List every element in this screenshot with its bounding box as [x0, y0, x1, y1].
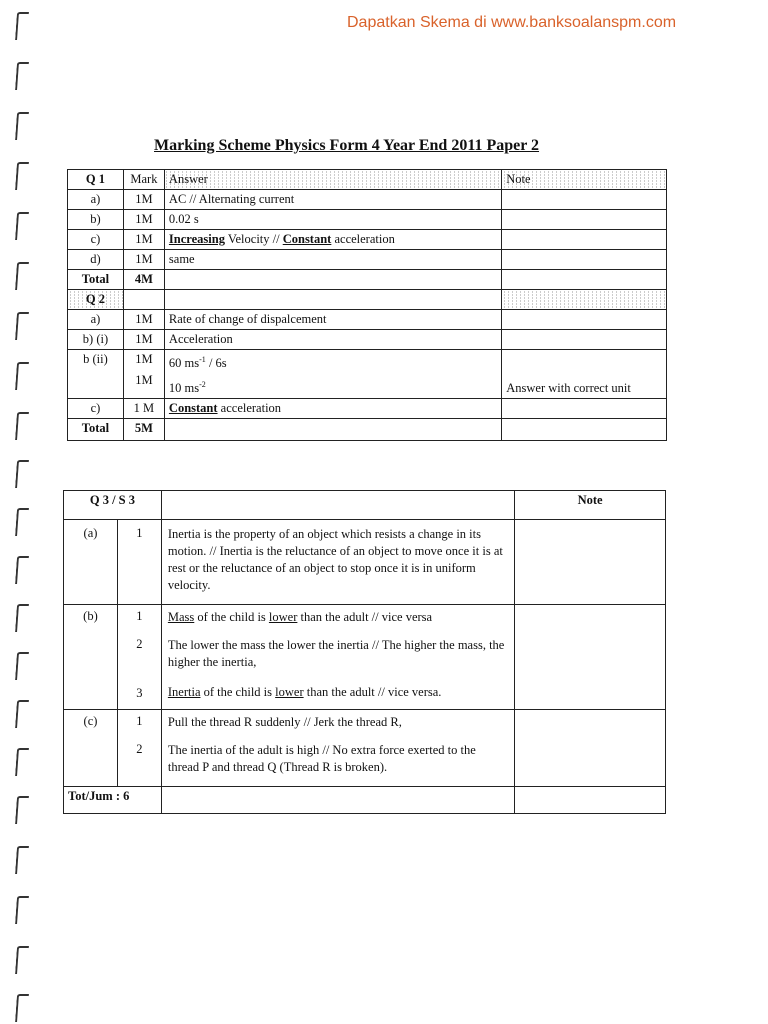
- mark-cell: 1M: [123, 310, 164, 330]
- answer-text: of the child is: [200, 685, 276, 699]
- q3-marking-table: [63, 490, 666, 814]
- mark-cell: 1M: [123, 230, 164, 250]
- q1-q2-marking-table: [67, 169, 667, 441]
- q-cell: (a): [64, 520, 118, 605]
- note-cell: [502, 399, 667, 419]
- note-cell: [502, 190, 667, 210]
- table-row: [68, 330, 667, 350]
- mark-cell: [123, 350, 164, 399]
- unit-exponent: -1: [199, 355, 206, 364]
- answer-text: of the child is: [194, 610, 269, 624]
- q-header: Q 1: [68, 170, 124, 190]
- note-header: Note: [515, 491, 666, 520]
- answer-cell: [164, 270, 501, 290]
- answer-cell: [164, 419, 501, 441]
- answer-cell: [164, 290, 501, 310]
- answer-line: Pull the thread R suddenly // Jerk the thread R,: [167, 715, 402, 729]
- mark-value: 1: [136, 714, 143, 728]
- mark-cell: 1M: [123, 210, 164, 230]
- answer-line: The inertia of the adult is high // No extra force exerted to the thread P and thread Q (Thread R is broken).: [167, 743, 476, 774]
- mark-cell: 1M: [123, 190, 164, 210]
- total-mark: 5M: [123, 419, 164, 441]
- note-cell: [515, 520, 666, 605]
- table-row: [64, 520, 666, 605]
- answer-text: acceleration: [331, 232, 395, 246]
- mark-value: 3: [136, 686, 143, 700]
- answer-text: / 6s: [205, 356, 227, 371]
- table-row: [64, 710, 666, 787]
- answer-cell: 0.02 s: [164, 210, 501, 230]
- mark-value: 1M: [135, 373, 153, 387]
- keyword-constant: Constant: [168, 401, 218, 416]
- keyword-lower: lower: [275, 685, 304, 699]
- answer-line: [168, 684, 508, 701]
- answer-cell: [161, 605, 514, 710]
- answer-cell: Inertia is the property of an object which resists a change in its motion. // Inertia is the reluctance of an object to move once it is at rest or the reluctance of an object to stop once it is in uniform velocity.: [161, 520, 514, 605]
- answer-header: Answer: [164, 170, 501, 190]
- total-label: Total: [68, 419, 124, 441]
- note-header: Note: [502, 170, 667, 190]
- note-cell: [502, 330, 667, 350]
- answer-line: [169, 377, 497, 396]
- mark-value: 1M: [135, 352, 153, 366]
- q-cell: b) (i): [68, 330, 124, 350]
- keyword-mass: Mass: [167, 610, 195, 624]
- total-label: Tot/Jum : 6: [64, 787, 162, 814]
- table-row: [68, 310, 667, 330]
- unit-exponent: -2: [199, 380, 206, 390]
- answer-cell: [161, 710, 514, 787]
- answer-cell: [161, 787, 514, 814]
- mark-cell: 1M: [123, 250, 164, 270]
- q2-label: Q 2: [68, 290, 124, 310]
- mark-cell: 1M: [123, 330, 164, 350]
- mark-cell: [123, 290, 164, 310]
- answer-header: [161, 491, 514, 520]
- answer-cell: same: [164, 250, 501, 270]
- q3-header: Q 3 / S 3: [64, 491, 162, 520]
- note-cell: [502, 250, 667, 270]
- total-label: Total: [68, 270, 124, 290]
- q-cell: d): [68, 250, 124, 270]
- q-cell: b (ii): [68, 350, 124, 399]
- q-cell: a): [68, 190, 124, 210]
- answer-line: The lower the mass the lower the inertia // The higher the mass, the higher the inertia,: [167, 638, 505, 669]
- answer-text: acceleration: [217, 401, 282, 416]
- answer-cell: [164, 399, 501, 419]
- answer-line: [169, 352, 497, 371]
- table-row: [68, 210, 667, 230]
- note-cell: Answer with correct unit: [502, 350, 667, 399]
- table-row: [68, 250, 667, 270]
- q-cell: (b): [64, 605, 118, 710]
- q-cell: (c): [64, 710, 118, 787]
- answer-text: Velocity //: [224, 232, 283, 246]
- table-row: [64, 605, 666, 710]
- mark-header: Mark: [123, 170, 164, 190]
- note-cell: [515, 605, 666, 710]
- keyword-increasing: Increasing: [168, 232, 225, 246]
- q-cell: b): [68, 210, 124, 230]
- q-cell: c): [68, 399, 124, 419]
- answer-text: 10 ms: [168, 381, 200, 396]
- mark-value: 2: [136, 742, 143, 756]
- note-cell: [502, 419, 667, 441]
- answer-text: than the adult // vice versa: [297, 610, 433, 624]
- mark-cell: 1: [117, 520, 161, 605]
- note-cell: [515, 787, 666, 814]
- answer-text: than the adult // vice versa.: [303, 685, 442, 699]
- total-row: [68, 270, 667, 290]
- note-cell: [515, 710, 666, 787]
- table-header-row: [64, 491, 666, 520]
- total-row: [68, 419, 667, 441]
- note-cell: [502, 230, 667, 250]
- q-cell: a): [68, 310, 124, 330]
- answer-cell: AC // Alternating current: [164, 190, 501, 210]
- answer-text: 60 ms: [168, 356, 200, 371]
- note-cell: [502, 290, 667, 310]
- document-title: Marking Scheme Physics Form 4 Year End 2011 Paper 2: [154, 137, 540, 154]
- mark-cell: 1 M: [123, 399, 164, 419]
- answer-cell: Acceleration: [164, 330, 501, 350]
- header-link[interactable]: Dapatkan Skema di www.banksoalanspm.com: [347, 14, 677, 31]
- mark-value: 2: [136, 637, 143, 651]
- table-header-row: [68, 170, 667, 190]
- total-row: [64, 787, 666, 814]
- answer-line: [168, 609, 508, 626]
- table-row: [68, 399, 667, 419]
- table-row: [68, 230, 667, 250]
- table-row: [68, 350, 667, 399]
- keyword-lower: lower: [268, 610, 298, 624]
- section-header-row: [68, 290, 667, 310]
- total-mark: 4M: [123, 270, 164, 290]
- mark-cell: [117, 710, 161, 787]
- note-cell: [502, 270, 667, 290]
- spiral-binding-icon: [10, 0, 40, 1024]
- answer-cell: [164, 230, 501, 250]
- q-cell: c): [68, 230, 124, 250]
- table-row: [68, 190, 667, 210]
- mark-value: 1: [136, 609, 143, 623]
- keyword-inertia: Inertia: [167, 685, 201, 699]
- mark-cell: [117, 605, 161, 710]
- keyword-constant: Constant: [282, 232, 332, 246]
- answer-cell: [164, 350, 501, 399]
- answer-cell: Rate of change of dispalcement: [164, 310, 501, 330]
- note-cell: [502, 210, 667, 230]
- note-cell: [502, 310, 667, 330]
